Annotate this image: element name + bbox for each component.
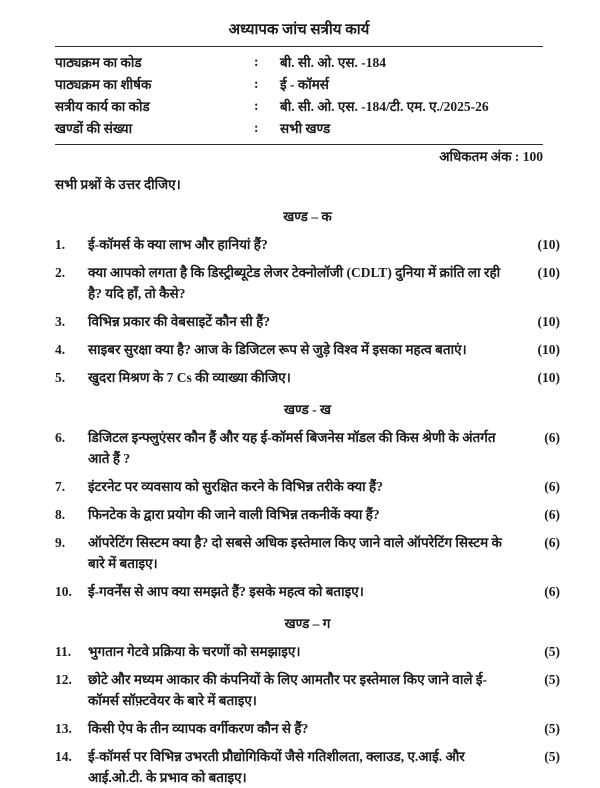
question-number: 2. [55, 265, 66, 280]
question-marks: (10) [537, 265, 560, 280]
question-row [55, 427, 560, 469]
meta-row-assignment-code [55, 95, 560, 117]
question-row [55, 581, 560, 602]
question-text: फिनटेक के द्वारा प्रयोग की जाने वाली विभिन्न तकनीकें क्या हैं? [88, 507, 380, 522]
question-text: छोटे और मध्यम आकार की कंपनियों के लिए आमतौर पर इस्तेमाल किए जाने वाले ई-कॉमर्स सॉफ़्टवेयर के बारे में बताइए। [88, 672, 487, 708]
question-text: साइबर सुरक्षा क्या है? आज के डिजिटल रूप से जुड़े विश्व में इसका महत्व बताएं। [88, 342, 467, 357]
question-marks: (5) [544, 749, 560, 764]
meta-value: बी. सी. ओ. एस. -184 [280, 55, 386, 70]
question-row [55, 641, 560, 662]
section-a [55, 207, 560, 388]
question-marks: (10) [537, 370, 560, 385]
question-number: 7. [55, 479, 66, 494]
section-c [55, 614, 560, 788]
question-number: 8. [55, 507, 66, 522]
question-marks: (6) [544, 507, 560, 522]
meta-value: बी. सी. ओ. एस. -184/टी. एम. ए./2025-26 [280, 99, 489, 114]
question-text: विभिन्न प्रकार की वेबसाइटें कौन सी हैं? [88, 314, 271, 329]
question-row [55, 311, 560, 332]
question-marks: (10) [537, 237, 560, 252]
question-text: ऑपरेटिंग सिस्टम क्या है? दो सबसे अधिक इस्तेमाल किए जाने वाले ऑपरेटिंग सिस्टम के बारे में बताइए। [88, 535, 502, 571]
meta-label: पाठ्यक्रम का कोड [55, 55, 142, 70]
question-text: भुगतान गेटवे प्रक्रिया के चरणों को समझाइए। [88, 644, 301, 659]
question-number: 14. [55, 749, 72, 764]
question-number: 1. [55, 237, 66, 252]
section-b [55, 400, 560, 602]
question-text: डिजिटल इन्फ्लुएंसर कौन हैं और यह ई-कॉमर्स बिजनेस मॉडल की किस श्रेणी के अंतर्गत आते हैं ? [88, 430, 496, 466]
question-text: ई-कॉमर्स के क्या लाभ और हानियां हैं? [88, 237, 268, 252]
meta-value: ई - कॉमर्स [280, 77, 329, 92]
course-meta-table [55, 47, 560, 144]
question-number: 3. [55, 314, 66, 329]
question-text: क्या आपको लगता है कि डिस्ट्रीब्यूटेड लेजर टेक्नोलॉजी (CDLT) दुनिया में क्रांति ला रही है? यदि हाँ, तो कैसे? [88, 265, 501, 301]
question-number: 13. [55, 721, 72, 736]
question-row [55, 476, 560, 497]
question-row [55, 262, 560, 304]
question-marks: (6) [544, 584, 560, 599]
question-row [55, 718, 560, 739]
question-number: 10. [55, 584, 72, 599]
meta-label: पाठ्यक्रम का शीर्षक [55, 77, 152, 92]
question-text: खुदरा मिश्रण के 7 Cs की व्याख्या कीजिए। [88, 370, 291, 385]
question-marks: (5) [544, 721, 560, 736]
question-row [55, 746, 560, 788]
meta-colon: : [254, 76, 259, 91]
question-row [55, 504, 560, 525]
question-number: 9. [55, 535, 66, 550]
meta-row-course-title [55, 73, 560, 95]
meta-colon: : [254, 120, 259, 135]
question-row [55, 339, 560, 360]
meta-label: खण्डों की संख्या [55, 121, 133, 136]
question-marks: (5) [544, 644, 560, 659]
question-text: ई-गवर्नेंस से आप क्या समझते हैं? इसके महत्व को बताइए। [88, 584, 364, 599]
meta-colon: : [254, 98, 259, 113]
section-heading: खण्ड - ख [284, 402, 331, 417]
question-text: इंटरनेट पर व्यवसाय को सुरक्षित करने के विभिन्न तरीके क्या हैं? [88, 479, 383, 494]
question-row [55, 367, 560, 388]
question-number: 4. [55, 342, 66, 357]
instruction-text: सभी प्रश्नों के उत्तर दीजिए। [55, 177, 181, 192]
meta-row-section-count [55, 117, 560, 139]
meta-value: सभी खण्ड [280, 121, 331, 136]
meta-row-course-code [55, 51, 560, 73]
question-marks: (6) [544, 430, 560, 445]
question-number: 6. [55, 430, 66, 445]
question-row [55, 669, 560, 711]
question-marks: (6) [544, 479, 560, 494]
meta-colon: : [254, 54, 259, 69]
question-number: 5. [55, 370, 66, 385]
question-marks: (10) [537, 342, 560, 357]
question-marks: (5) [544, 672, 560, 687]
section-heading: खण्ड – क [283, 209, 332, 224]
question-marks: (10) [537, 314, 560, 329]
page-title: अध्यापक जांच सत्रीय कार्य [228, 22, 370, 38]
question-row [55, 532, 560, 574]
question-row [55, 234, 560, 255]
question-number: 12. [55, 672, 72, 687]
max-marks-label: अधिकतम अंक : 100 [439, 149, 543, 164]
question-text: किसी ऐप के तीन व्यापक वर्गीकरण कौन से हैं? [88, 721, 309, 736]
meta-label: सत्रीय कार्य का कोड [55, 99, 150, 114]
question-marks: (6) [544, 535, 560, 550]
question-number: 11. [55, 644, 72, 659]
question-text: ई-कॉमर्स पर विभिन्न उभरती प्रौद्योगिकियों जैसे गतिशीलता, क्लाउड, ए.आई. और आई.ओ.टी. के प्रभाव को बताइए। [88, 749, 465, 785]
section-heading: खण्ड – ग [284, 616, 331, 631]
